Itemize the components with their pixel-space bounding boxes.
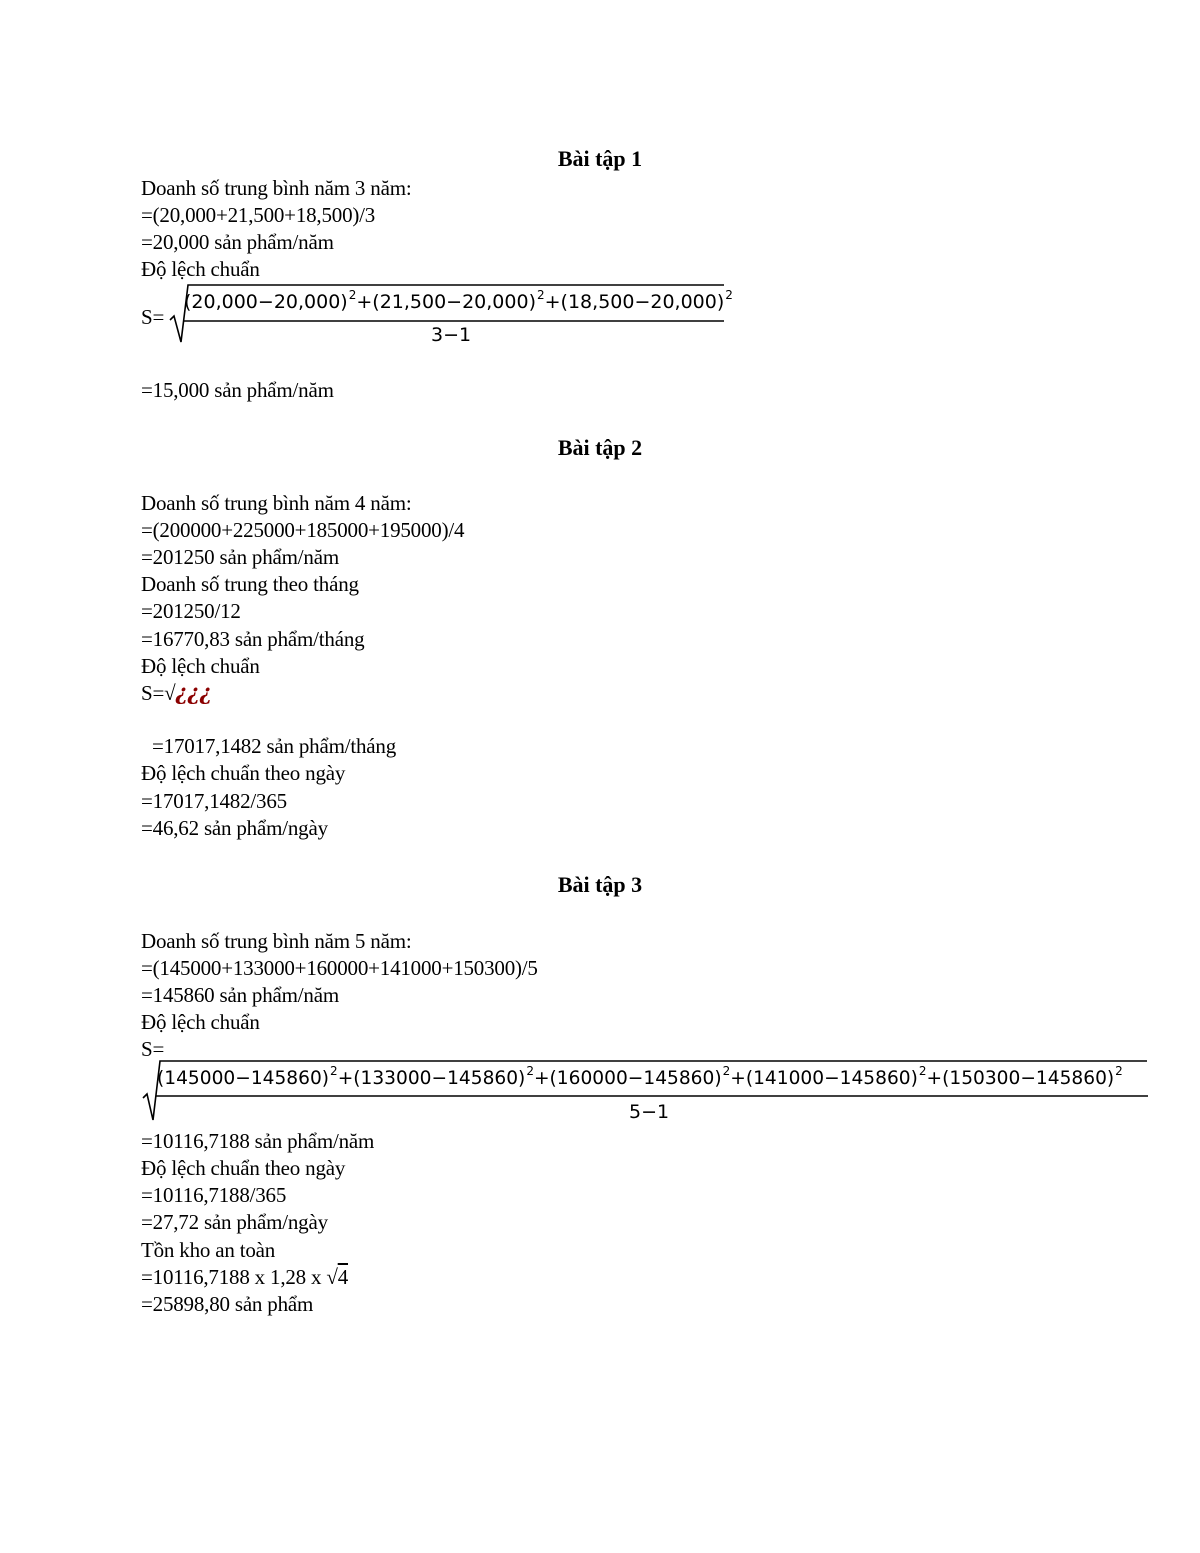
ex3-average-formula: =(145000+133000+160000+141000+150300)/5 — [141, 956, 538, 980]
ex1-average-label: Doanh số trung bình năm 3 năm: — [141, 176, 412, 200]
ex3-numerator: $(145000-145860)^2+(133000-145860)^2+(160000-145860)^2+(141000-145860)^2+(150300-145860)^2$ — [157, 1064, 1123, 1089]
exercise-3-title: Bài tập 3 — [557, 872, 643, 897]
exercise-1-title: Bài tập 1 — [557, 146, 643, 171]
ex3-safety-stock-label: Tồn kho an toàn — [141, 1238, 276, 1262]
ex3-daily-label: Độ lệch chuẩn theo ngày — [141, 1156, 346, 1180]
ex3-average-label: Doanh số trung bình năm 5 năm: — [141, 929, 412, 953]
ex3-safety-stock-result: =25898,80 sản phẩm — [141, 1292, 314, 1316]
ex3-fraction-bar — [156, 1095, 1150, 1098]
ex3-denominator: 5−1 — [629, 1101, 670, 1123]
ex3-average-result: =145860 sản phẩm/năm — [141, 983, 339, 1007]
ex2-monthly-formula: =201250/12 — [141, 599, 241, 623]
ex2-s-label: S= — [141, 681, 165, 705]
ex1-stddev-result: =15,000 sản phẩm/năm — [141, 378, 334, 402]
ex2-average-formula: =(200000+225000+185000+195000)/4 — [141, 518, 465, 542]
ex2-average-label: Doanh số trung bình năm 4 năm: — [141, 491, 412, 515]
ex2-average-result: =201250 sản phẩm/năm — [141, 545, 339, 569]
ex3-daily-formula: =10116,7188/365 — [141, 1183, 287, 1207]
ex3-radicand: 4 — [337, 1265, 349, 1289]
ex1-numerator: $(20,000-20,000)^2+(21,500-20,000)^2+(18,500-20,000)^2$ — [184, 288, 733, 313]
ex3-daily-result: =27,72 sản phẩm/ngày — [141, 1210, 328, 1234]
ex1-average-result: =20,000 sản phẩm/năm — [141, 230, 334, 254]
ex3-stddev-result: =10116,7188 sản phẩm/năm — [141, 1129, 375, 1153]
ex1-denominator: 3−1 — [431, 324, 472, 346]
ex3-safety-stock-formula: =10116,7188 x 1,28 x √4 — [141, 1265, 349, 1289]
ex2-broken-formula: ¿¿¿ — [175, 680, 212, 705]
ex1-average-formula: =(20,000+21,500+18,500)/3 — [141, 203, 376, 227]
ex2-monthly-result: =16770,83 sản phẩm/tháng — [141, 627, 365, 651]
ex2-stddev-formula — [141, 680, 212, 706]
ex2-stddev-label: Độ lệch chuẩn — [141, 654, 260, 678]
ex2-daily-result: =46,62 sản phẩm/ngày — [141, 816, 328, 840]
ex1-fraction-bar — [183, 320, 725, 323]
ex2-monthly-label: Doanh số trung theo tháng — [141, 572, 359, 596]
ex3-stddev-label: Độ lệch chuẩn — [141, 1010, 260, 1034]
exercise-2-title: Bài tập 2 — [557, 435, 643, 460]
sqrt-icon: √ — [164, 681, 176, 705]
ex2-daily-formula: =17017,1482/365 — [141, 789, 287, 813]
ex1-stddev-label: Độ lệch chuẩn — [141, 257, 260, 281]
ex2-stddev-result: =17017,1482 sản phẩm/tháng — [152, 734, 397, 758]
ex2-daily-label: Độ lệch chuẩn theo ngày — [141, 761, 346, 785]
ex3-s-label: S= — [141, 1037, 165, 1061]
ex1-s-label: S= — [141, 305, 165, 329]
sqrt-icon: √ — [326, 1265, 338, 1289]
